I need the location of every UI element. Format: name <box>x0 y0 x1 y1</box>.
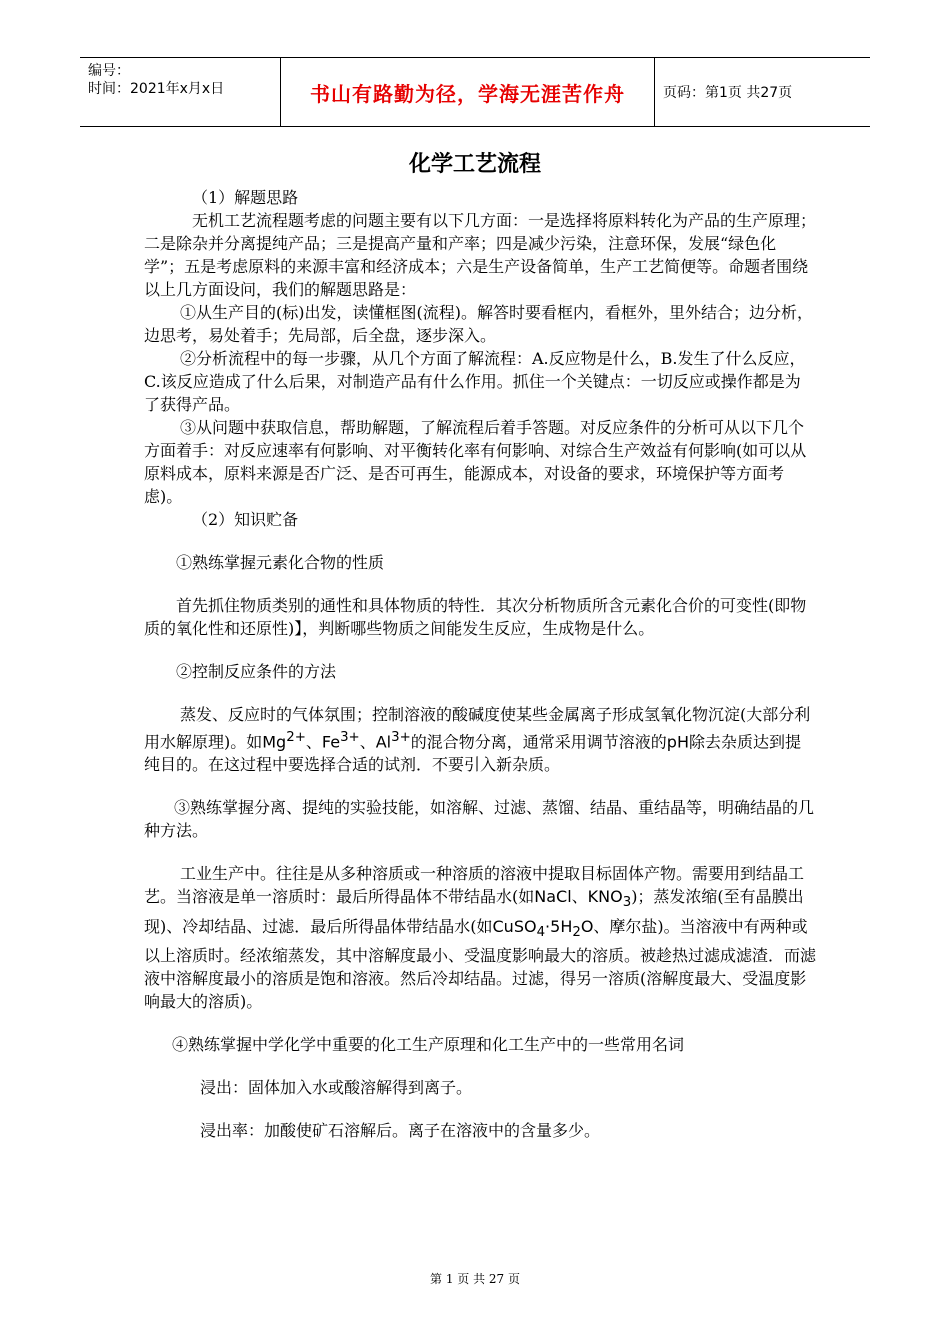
knowledge-heading-1: ①熟练掌握元素化合物的性质 <box>176 553 385 572</box>
formula-o: O <box>580 916 594 936</box>
header-motto: 书山有路勤为径，学海无涯苦作舟 <box>310 81 625 106</box>
text-span: 工业生产中。往往是从多种溶质或一种溶质的溶液中提取目标固体产物。需要用到结晶工艺。当溶液是单一溶质时：最后所得晶体不带结晶水(如 <box>144 864 805 907</box>
paragraph-step-2: ②分析流程中的每一步骤，从几个方面了解流程：A.反应物是什么，B.发生了什么反应，C.该反应造成了什么后果，对制造产品有什么作用。抓住一个关键点：一切反应或操作都是为了获得产品。 <box>144 349 806 414</box>
text-span: )；蒸发浓缩(至有晶膜出现)、冷却结晶、过滤．最后所得晶体带结晶水(如 <box>144 887 804 936</box>
paragraph-step-1: ①从生产目的(标)出发，读懂框图(流程)。解答时要看框内，看框外，里外结合；边分析，边思考，易处着手；先局部，后全盘，逐步深入。 <box>144 303 813 345</box>
formula-5h2o: ·5H <box>545 916 573 936</box>
charge-fe: 3+ <box>340 730 360 745</box>
subscript-2: 2 <box>572 924 581 940</box>
separator: 、 <box>359 732 376 752</box>
page-footer: 第 1 页 共 27 页 <box>430 1272 520 1286</box>
subscript-4: 4 <box>536 924 546 940</box>
knowledge-body-2 <box>144 703 816 776</box>
term-leaching: 浸出：固体加入水或酸溶解得到离子。 <box>200 1077 473 1097</box>
text-span: 蒸发、反应时的气体氛围；控制溶液的酸碱度使某些金属离子形成氢氧化物沉淀(大部分利用水解原理)。如 <box>144 705 811 752</box>
paragraph-intro: 无机工艺流程题考虑的问题主要有以下几方面：一是选择将原料转化为产品的生产原理；二是除杂并分离提纯产品；三是提高产量和产率；四是减少污染，注意环保，发展“绿色化学”；五是考虑原料的来源丰富和经济成本；六是生产设备简单，生产工艺简便等。命题者围绕以上几方面设问，我们的解题思路是： <box>144 211 817 299</box>
section-heading-approach: （1）解题思路 <box>192 188 299 207</box>
document-title: 化学工艺流程 <box>408 152 541 177</box>
knowledge-heading-3: ③熟练掌握分离、提纯的实验技能，如溶解、过滤、蒸馏、结晶、重结晶等，明确结晶的几种方法。 <box>144 798 815 841</box>
section-heading-knowledge: （2）知识贮备 <box>192 510 299 529</box>
charge-mg: 2+ <box>286 730 306 745</box>
formula-mg: Mg <box>262 732 287 752</box>
knowledge-heading-2: ②控制反应条件的方法 <box>176 662 337 681</box>
paragraph-step-3: ③从问题中获取信息，帮助解题，了解流程后着手答题。对反应条件的分析可从以下几个方面着手：对反应速率有何影响、对平衡转化率有何影响、对综合生产效益有何影响(如可以从原料成本，原料来源是否广泛、是否可再生，能源成本，对设备的要求，环境保护等方面考虑)。 <box>144 418 807 506</box>
subscript-3: 3 <box>622 895 632 911</box>
header-page-info: 页码：第1页 共27页 <box>663 85 793 101</box>
header-motto-cell <box>281 58 655 126</box>
formula-fe: Fe <box>321 732 341 752</box>
formula-nacl-kno3: NaCl、KNO <box>534 887 623 907</box>
term-ph: pH <box>666 732 689 752</box>
knowledge-body-1: 首先抓住物质类别的通性和具体物质的特性．其次分析物质所含元素化合价的可变性(即物质的氧化性和还原性)】，判断哪些物质之间能发生反应，生成物是什么。 <box>144 596 807 638</box>
header-meta <box>80 58 281 126</box>
text-span: 的混合物分离，通常采用调节溶液的 <box>410 732 667 752</box>
document-body <box>144 186 816 1142</box>
text-span: 除去杂质达到提纯目的。在这过程中要选择合适的试剂．不要引入新杂质。 <box>144 732 801 775</box>
knowledge-heading-4: ④熟练掌握中学化学中重要的化工生产原理和化工生产中的一些常用名词 <box>172 1034 685 1054</box>
formula-al: Al <box>375 732 392 752</box>
term-leaching-rate: 浸出率：加酸使矿石溶解后。离子在溶液中的含量多少。 <box>200 1120 601 1140</box>
charge-al: 3+ <box>391 730 411 745</box>
header-time-label: 时间：2021年x月x日 <box>88 81 225 97</box>
text-span: 、摩尔盐)。当溶液中有两种或以上溶质时。经浓缩蒸发，其中溶解度最小、受温度影响最大的溶质。被趁热过滤成滤渣．而滤液中溶解度最小的溶质是饱和溶液。然后冷却结晶。过滤，得另一溶质(溶解度最大、受温度影响最大的溶质)。 <box>144 916 817 1011</box>
knowledge-body-3 <box>144 862 816 1012</box>
separator: 、 <box>305 732 322 752</box>
formula-cuso4: CuSO <box>492 916 537 936</box>
header-number-label: 编号： <box>88 63 130 79</box>
page-header <box>80 57 870 127</box>
